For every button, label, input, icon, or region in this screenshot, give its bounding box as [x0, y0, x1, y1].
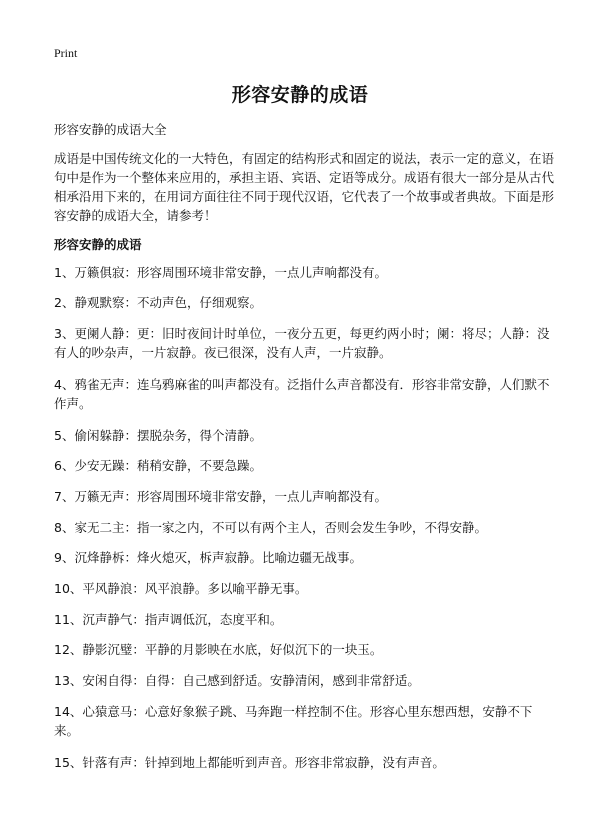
idiom-item-9: 9、沉烽静柝：烽火熄灭，柝声寂静。比喻边疆无战事。	[54, 550, 362, 565]
page-title: 形容安静的成语	[231, 84, 369, 106]
idiom-item-1: 1、万籁俱寂：形容周围环境非常安静，一点儿声响都没有。	[54, 265, 387, 280]
idiom-item-8: 8、家无二主：指一家之内，不可以有两个主人，否则会发生争吵，不得安静。	[54, 520, 487, 535]
idiom-item-6: 6、少安无躁：稍稍安静，不要急躁。	[54, 458, 262, 473]
subtitle: 形容安静的成语大全	[54, 122, 167, 137]
idiom-item-7: 7、万籁无声：形容周围环境非常安静，一点儿声响都没有。	[54, 489, 387, 504]
idiom-item-5: 5、偷闲躲静：摆脱杂务，得个清静。	[54, 428, 262, 443]
print-link[interactable]: Print	[54, 46, 78, 60]
idiom-item-15: 15、针落有声：针掉到地上都能听到声音。形容非常寂静，没有声音。	[54, 755, 445, 770]
idiom-item-10: 10、平风静浪：风平浪静。多以喻平静无事。	[54, 581, 308, 596]
idiom-item-14: 14、心猿意马：心意好象猴子跳、马奔跑一样控制不住。形容心里东想西想，安静不下来。	[54, 704, 533, 738]
intro-paragraph: 成语是中国传统文化的一大特色，有固定的结构形式和固定的说法，表示一定的意义，在语句中是作为一个整体来应用的，承担主语、宾语、定语等成分。成语有很大一部分是从古代相承沿用下来的，在用词方面往往不同于现代汉语，它代表了一个故事或者典故。下面是形容安静的成语大全，请参考！	[54, 151, 555, 223]
idiom-item-12: 12、静影沉璧：平静的月影映在水底，好似沉下的一块玉。	[54, 642, 383, 657]
idiom-item-13: 13、安闲自得：自得：自己感到舒适。安静清闲，感到非常舒适。	[54, 673, 420, 688]
idiom-item-2: 2、静观默察：不动声色，仔细观察。	[54, 295, 262, 310]
idiom-item-4: 4、鸦雀无声：连乌鸦麻雀的叫声都没有。泛指什么声音都没有．形容非常安静，人们默不作声。	[54, 377, 550, 411]
section-heading: 形容安静的成语	[54, 237, 142, 252]
idiom-item-3: 3、更阑人静：更：旧时夜间计时单位，一夜分五更，每更约两小时；阑：将尽；人静：没有人的吵杂声，一片寂静。夜已很深，没有人声，一片寂静。	[54, 326, 550, 360]
idiom-item-11: 11、沉声静气：指声调低沉，态度平和。	[54, 612, 283, 627]
